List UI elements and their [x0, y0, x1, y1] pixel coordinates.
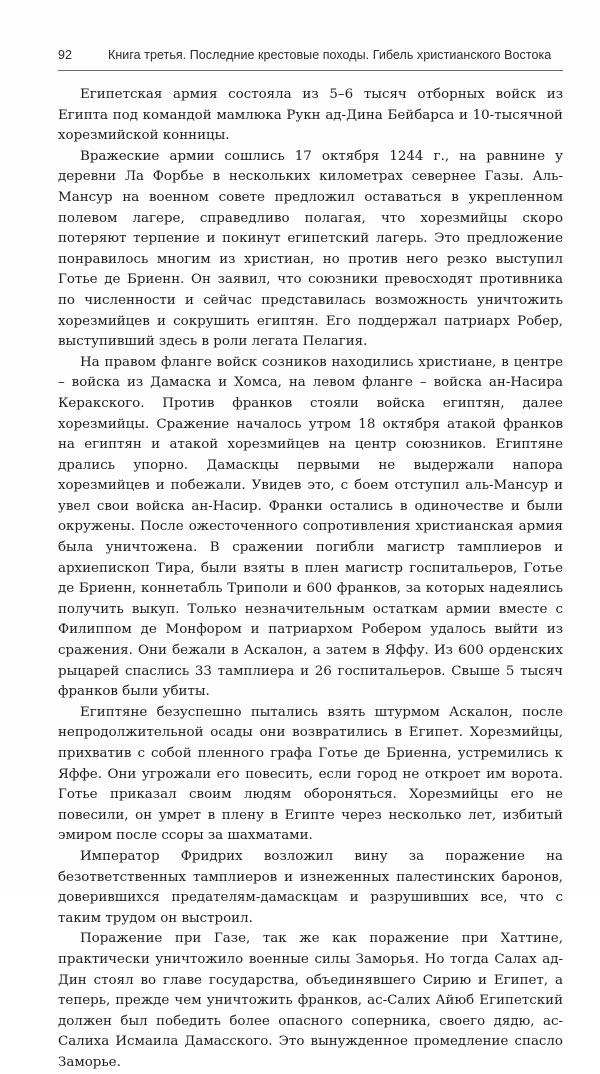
paragraph-2: Вражеские армии сошлись 17 октября 1244 г., на равнине у деревни Ла Форбье в нескольких километрах севернее Газы. Аль-Мансур на военном совете предложил оставаться в укрепленном полевом лагере, справедливо полагая, что хорезмийцы скоро потеряют терпение и покинут египетский лагерь. Это предложение понравилось многим из христиан, но против него резко выступил Готье де Бриенн. Он заявил, что союзники превосходят противника по численности и сейчас представилась возможность уничтожить хорезмийцев и сокрушить египтян. Его поддержал патриарх Робер, выступивший здесь в роли легата Пелагия. — [58, 148, 563, 350]
body-text — [58, 85, 563, 1074]
running-header — [58, 48, 563, 70]
paragraph-3: На правом фланге войск созников находились христиане, в центре – войска из Дамаска и Хомса, на левом фланге – войска ан-Насира Керакского. Против франков стояли войска египтян, далее хорезмийцы. Сражение началось утром 18 октября атакой франков на египтян и атакой хорезмийцев на центр союзников. Египтяне дрались упорно. Дамаскцы первыми не выдержали напора хорезмийцев и побежали. Увидев это, с боем отступил аль-Мансур и увел свои войска ан-Насир. Франки остались в одиночестве и были окружены. После ожесточенного сопротивления христианская армия была уничтожена. В сражении погибли магистр тамплиеров и архиепископ Тира, были взяты в плен магистр госпитальеров, Готье де Бриенн, коннетабль Триполи и 600 франков, за которых надеялись получить выкуп. Только незначительным остаткам армии вместе с Филиппом де Монфором и патриархом Робером удалось выйти из сражения. Они бежали в Аскалон, а затем в Яффу. Из 600 орденских рыцарей спаслись 33 тамплиера и 26 госпитальеров. Свыше 5 тысяч франков были убиты. — [58, 354, 563, 700]
paragraph-6: Поражение при Газе, так же как поражение при Хаттине, практически уничтожило военные силы Заморья. Но тогда Салах ад-Дин стоял во главе государства, объединявшего Сирию и Египет, а теперь, прежде чем уничтожить франков, ас-Салих Айюб Египетский должен был победить более опасного соперника, своего дядю, ас-Салиха Исмаила Дамасского. Это вынужденное промедление спасло Заморье. — [58, 931, 563, 1070]
page-number: 92 — [58, 48, 72, 62]
paragraph-1: Египетская армия состояла из 5–6 тысяч отборных войск из Египта под командой мамлюка Рукн ад-Дина Бейбарса и 10-тысячной хорезмийской конницы. — [58, 87, 563, 144]
header-divider — [58, 70, 563, 71]
running-title: Книга третья. Последние крестовые походы. Гибель христианского Востока — [108, 48, 552, 62]
paragraph-4: Египтяне безуспешно пытались взять штурмом Аскалон, после непродолжительной осады они возвратились в Египет. Хорезмийцы, прихватив с собой пленного графа Готье де Бриенна, устремились к Яффе. Они угрожали его повесить, если город не откроет им ворота. Готье приказал своим людям обороняться. Хорезмийцы его не повесили, он умрет в плену в Египте через несколько лет, избитый эмиром после ссоры за шахматами. — [58, 704, 563, 844]
paragraph-5: Император Фридрих возложил вину за поражение на безответственных тамплиеров и изнеженных палестинских баронов, доверившихся предателям-дамаскцам и разрушивших все, что с таким трудом он выстроил. — [58, 848, 563, 926]
